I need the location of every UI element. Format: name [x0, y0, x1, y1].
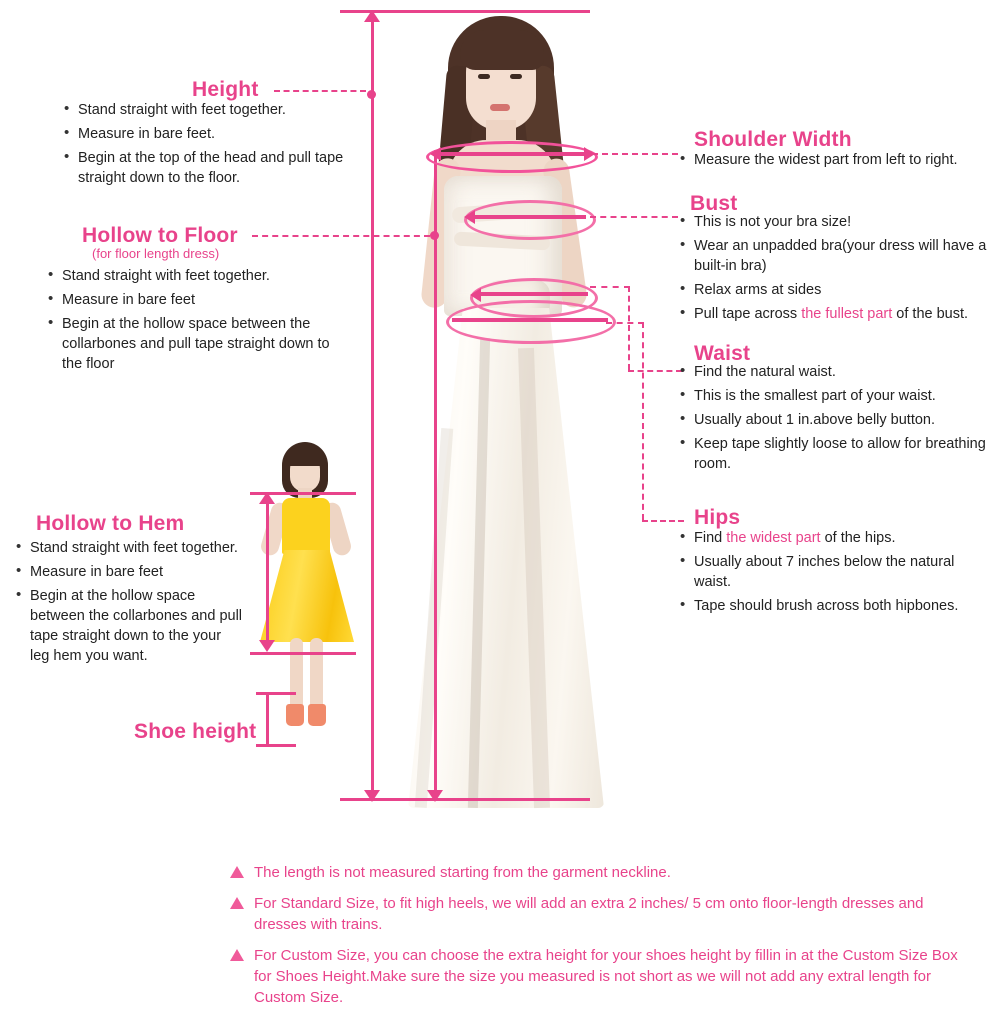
hips-line [452, 318, 608, 322]
bust-tape-ellipse [464, 200, 596, 240]
height-vertical-line [371, 18, 374, 798]
height-label-connector [274, 90, 366, 92]
bust-highlight-before: Pull tape across [694, 306, 802, 322]
warning-triangle-icon [230, 866, 244, 878]
small-dress-skirt [260, 550, 354, 642]
small-model-leg-left [290, 638, 303, 710]
bust-line [472, 215, 586, 219]
height-bullets [62, 100, 352, 192]
hips-tape-ellipse [446, 300, 616, 344]
model-eye-left [478, 74, 490, 79]
hollow-to-hem-arrow-down [259, 640, 275, 652]
shoulder-arrow-left [430, 147, 441, 161]
bust-label-connector [590, 216, 678, 218]
note-text: For Custom Size, you can choose the extra height for your shoes height by fillin in at the Custom Size Box for Shoes Height.Make sure the size you measured is not short as we will not add any extral length for Custom Size. [254, 947, 958, 1006]
hips-label-connector-top [606, 322, 644, 324]
waist-label-connector-bottom [628, 370, 682, 372]
footer-notes [228, 862, 968, 1018]
warning-triangle-icon [230, 897, 244, 909]
warning-triangle-icon [230, 949, 244, 961]
small-model-shoe-left [286, 704, 304, 726]
small-model-shoe-right [308, 704, 326, 726]
tall-model-illustration [356, 8, 656, 808]
bust-highlight-text: the fullest part [801, 306, 893, 322]
small-dress-bodice [282, 498, 330, 554]
shoulder-tape-ellipse [426, 141, 598, 173]
bust-bullets [678, 212, 998, 328]
note-text: The length is not measured starting from the garment neckline. [254, 864, 671, 881]
shoe-height-vertical-line [266, 692, 269, 744]
model-fringe [460, 30, 544, 70]
hollow-to-floor-arrow-down [427, 790, 443, 802]
height-heading: Height [192, 78, 259, 101]
list-item: • Measure in bare feet [14, 562, 244, 582]
hollow-to-hem-vertical-line [266, 500, 269, 648]
height-label-anchor-dot [367, 90, 376, 99]
hollow-to-hem-heading: Hollow to Hem [36, 512, 185, 535]
list-item: • Begin at the top of the head and pull tape straight down to the floor. [62, 148, 352, 188]
short-dress-model-illustration [252, 440, 382, 760]
hollow-to-floor-heading: Hollow to Floor [82, 224, 238, 247]
shoe-height-top-cap [256, 692, 296, 695]
height-bottom-cap-line [340, 798, 590, 801]
shoulder-width-heading: Shoulder Width [694, 128, 852, 151]
list-item-highlight [678, 304, 998, 324]
list-item: • Usually about 1 in.above belly button. [678, 410, 988, 430]
note-item [228, 862, 968, 883]
note-item [228, 945, 968, 1008]
hollow-to-floor-label-connector [252, 235, 430, 237]
shoe-height-heading: Shoe height [134, 720, 257, 743]
list-item: • Keep tape slightly loose to allow for breathing room. [678, 434, 988, 474]
list-item: • Begin at the hollow space between the collarbones and pull tape straight down to the floor [46, 314, 346, 374]
waist-label-connector-vertical [628, 286, 630, 370]
shoulder-label-connector [592, 153, 678, 155]
list-item: • Stand straight with feet together. [14, 538, 244, 558]
bust-highlight-after: of the bust. [892, 306, 969, 322]
bust-arrow-left [464, 210, 475, 224]
list-item: • Measure the widest part from left to right. [678, 150, 994, 170]
shoe-height-bottom-cap [256, 744, 296, 747]
waist-arrow-left [470, 288, 481, 302]
model-eye-right [510, 74, 522, 79]
hollow-to-floor-subheading: (for floor length dress) [92, 246, 220, 261]
hips-bullets [678, 528, 990, 620]
bust-heading: Bust [690, 192, 738, 215]
waist-line [478, 292, 588, 296]
height-arrow-up [364, 10, 380, 22]
list-item: • Begin at the hollow space between the collarbones and pull tape straight down to the your leg hem you want. [14, 586, 244, 666]
list-item: • This is not your bra size! [678, 212, 998, 232]
hollow-to-hem-bottom-cap [250, 652, 356, 655]
waist-heading: Waist [694, 342, 751, 365]
hollow-to-floor-bullets [46, 266, 346, 378]
waist-label-connector-top [590, 286, 630, 288]
hollow-to-hem-bullets [14, 538, 244, 670]
list-item: • Stand straight with feet together. [62, 100, 352, 120]
hips-highlight-before: Find [694, 530, 727, 546]
hollow-to-floor-vertical-line [434, 150, 437, 798]
list-item-highlight [678, 528, 990, 548]
hips-highlight-text: the widest part [726, 530, 821, 546]
list-item: • Usually about 7 inches below the natural waist. [678, 552, 990, 592]
model-lips [490, 104, 510, 111]
note-item [228, 893, 968, 935]
list-item: • Measure in bare feet [46, 290, 346, 310]
list-item: • Find the natural waist. [678, 362, 988, 382]
hips-label-connector-vertical [642, 322, 644, 520]
hips-highlight-after: of the hips. [820, 530, 896, 546]
hollow-to-hem-arrow-up [259, 492, 275, 504]
list-item: • Wear an unpadded bra(your dress will have a built-in bra) [678, 236, 998, 276]
list-item: • Measure in bare feet. [62, 124, 352, 144]
shoulder-width-line [440, 152, 588, 156]
hips-label-connector-bottom [642, 520, 684, 522]
shoulder-width-bullets [678, 150, 994, 174]
list-item: • Stand straight with feet together. [46, 266, 346, 286]
small-model-leg-right [310, 638, 323, 710]
note-text: For Standard Size, to fit high heels, we will add an extra 2 inches/ 5 cm onto floor-length dresses and dresses with trains. [254, 895, 924, 933]
waist-bullets [678, 362, 988, 478]
list-item: • Tape should brush across both hipbones. [678, 596, 990, 616]
list-item: • This is the smallest part of your waist. [678, 386, 988, 406]
hollow-point-dot [430, 231, 439, 240]
list-item: • Relax arms at sides [678, 280, 998, 300]
small-model-fringe [284, 448, 326, 466]
hips-heading: Hips [694, 506, 741, 529]
